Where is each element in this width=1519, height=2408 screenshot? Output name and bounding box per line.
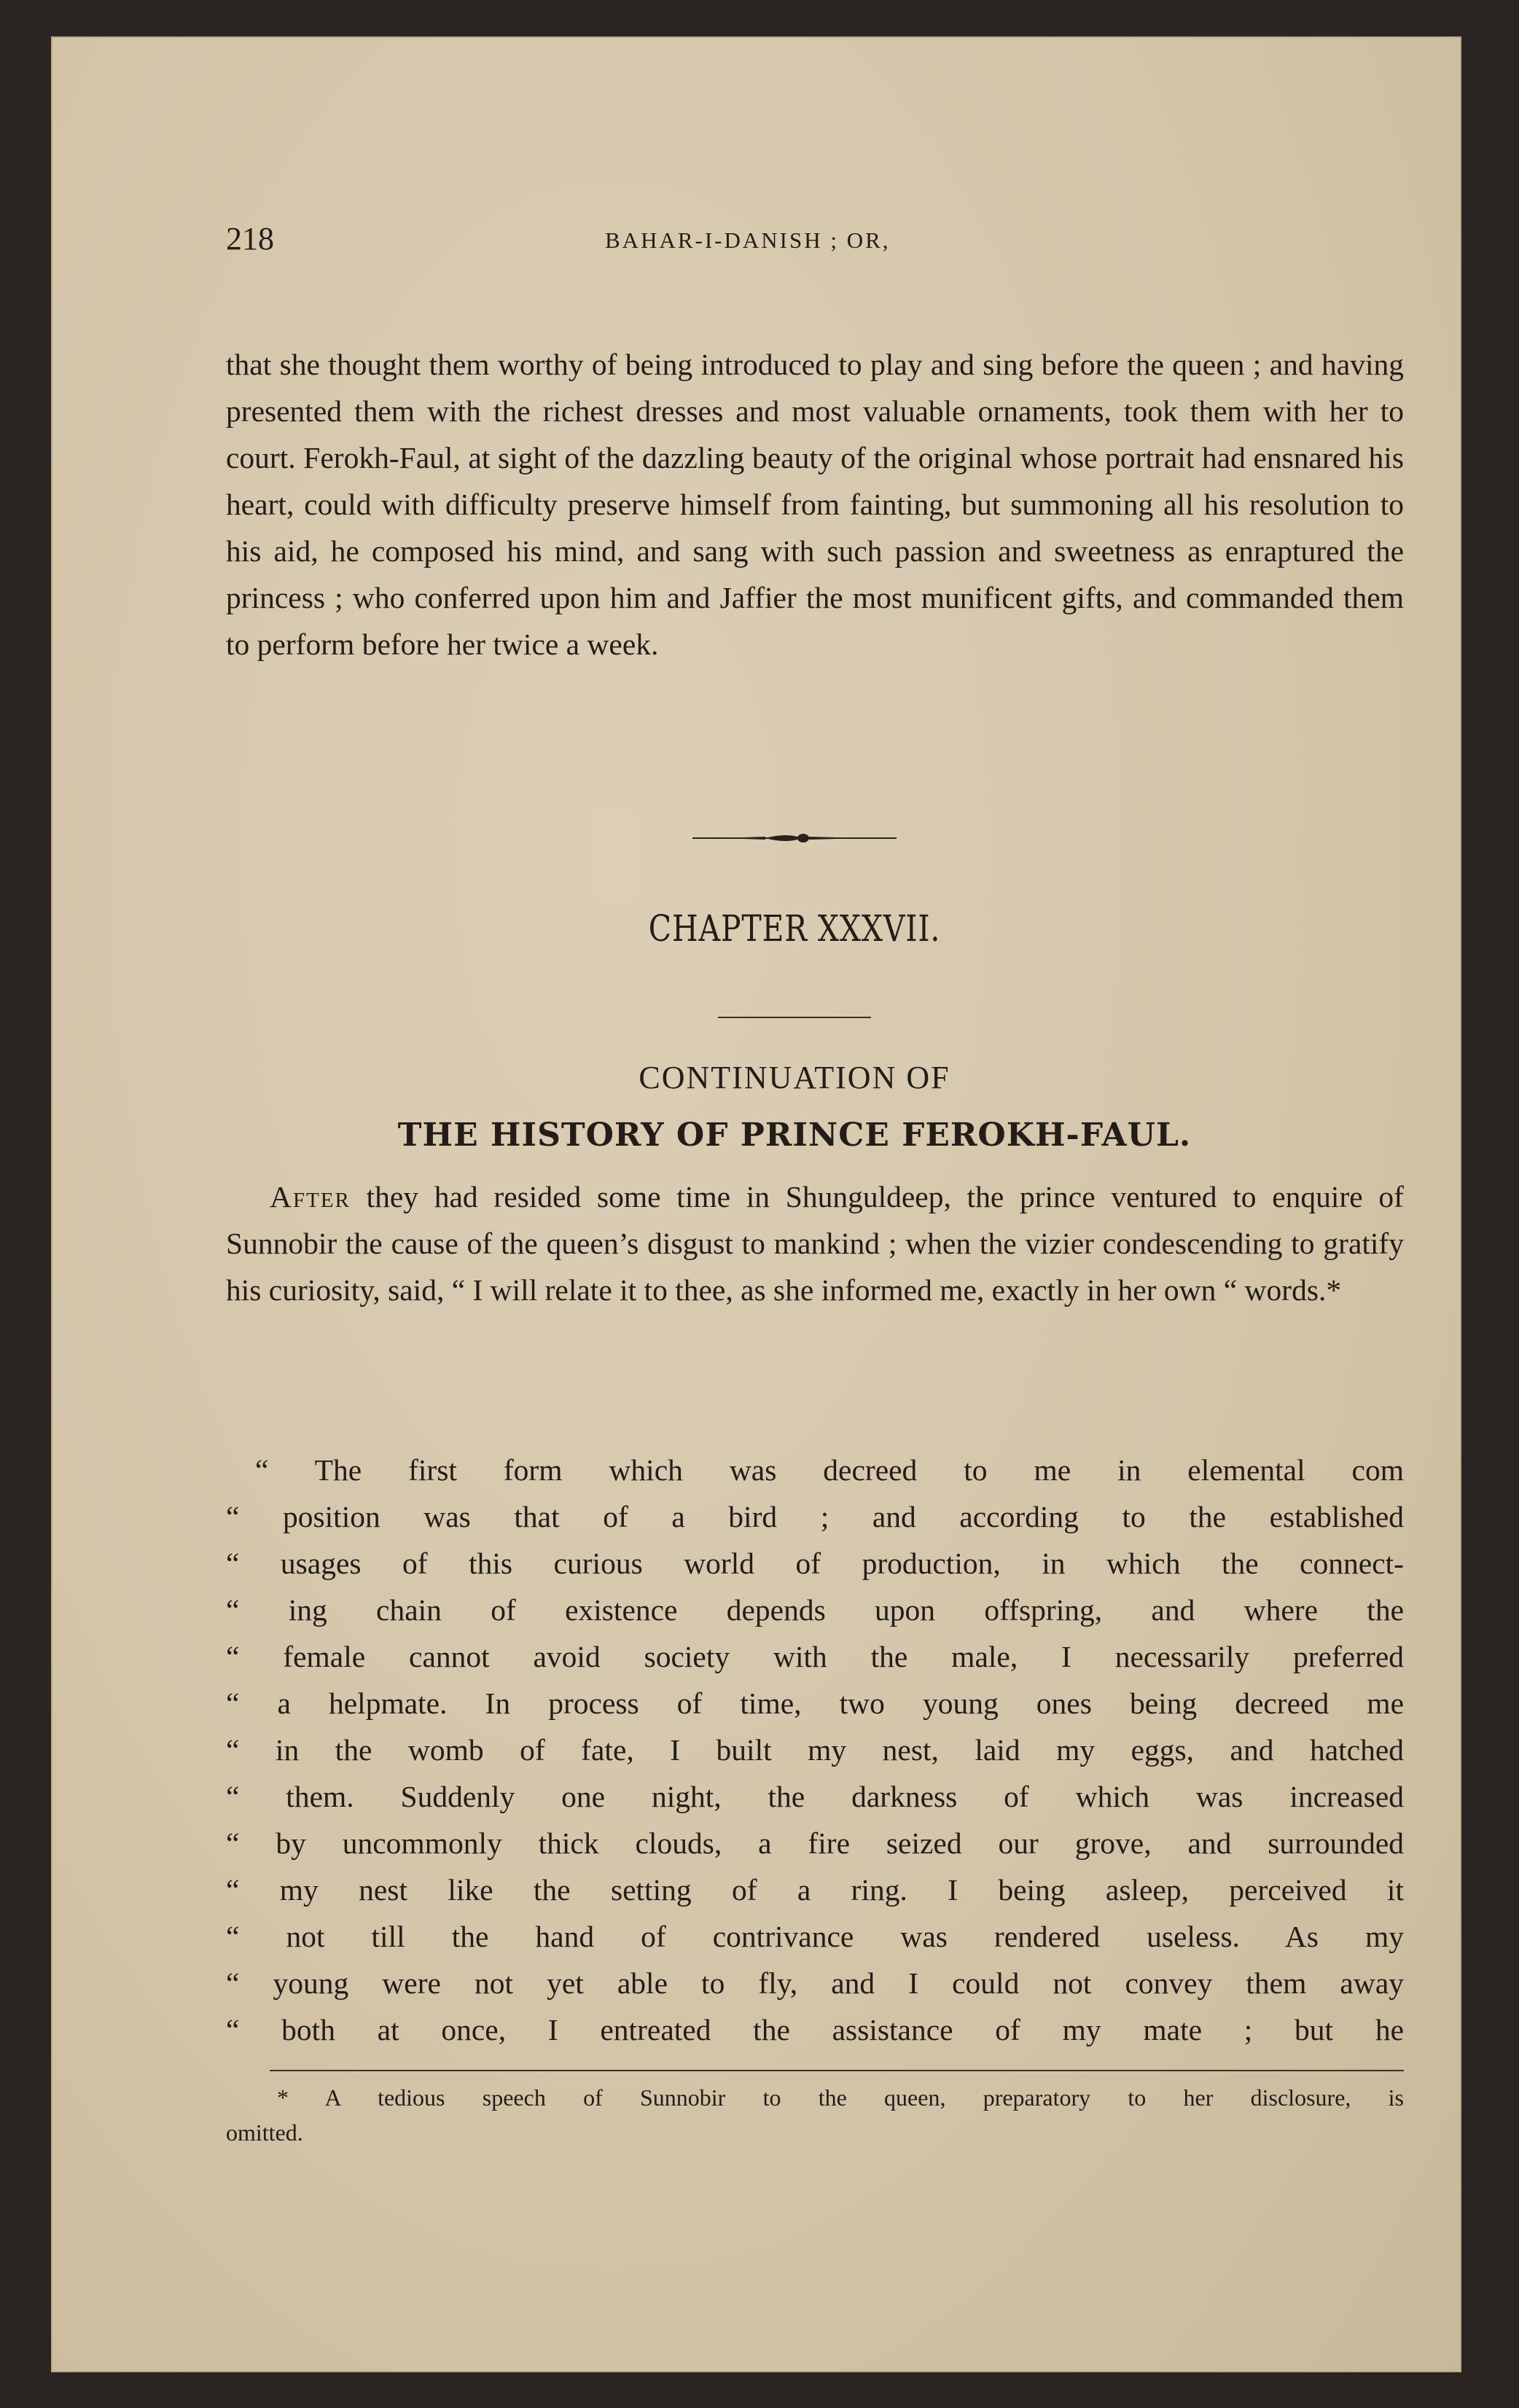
quote-line: “ position was that of a bird ; and according to the established — [226, 1500, 1404, 1533]
footnote-rule — [270, 2070, 1404, 2071]
footnote-line-1: * A tedious speech of Sunnobir to the queen, preparatory to her disclosure, is — [277, 2084, 1404, 2111]
quote-line: “ both at once, I entreated the assistance of my mate ; but he — [226, 2013, 1404, 2047]
quote-line: “ The first form which was decreed to me in elemental com — [255, 1453, 1404, 1487]
quote-line: “ them. Suddenly one night, the darkness of which was increased — [226, 1780, 1404, 1813]
quote-line: “ ing chain of existence depends upon offspring, and where the — [226, 1593, 1404, 1627]
quote-line: “ usages of this curious world of production, in which the connect- — [226, 1547, 1404, 1580]
continuation-heading: CONTINUATION OF — [639, 1060, 950, 1095]
story-first-word: After — [270, 1180, 351, 1213]
page-header — [226, 220, 1407, 271]
quote-line: “ young were not yet able to fly, and I could not convey them away — [226, 1966, 1404, 2000]
book-page — [51, 36, 1461, 2372]
history-heading: THE HISTORY OF PRINCE FEROKH-FAUL. — [397, 1117, 1192, 1154]
footnote — [226, 2080, 1404, 2150]
story-text: they had resided some time in Shunguldeep, the prince ventured to enquire of Sunnobir the cause of the queen’s disgust to mankind ; when the vizier condescending to gratify his curiosity, said, “ I will relate it to thee, as she informed me, exactly in her own “ words.* — [226, 1180, 1404, 1307]
footnote-line-2: omitted. — [226, 2119, 303, 2146]
quote-line: “ a helpmate. In process of time, two young ones being decreed me — [226, 1686, 1404, 1720]
story-paragraph — [226, 1173, 1404, 1313]
quote-line: “ my nest like the setting of a ring. I being asleep, perceived it — [226, 1873, 1404, 1907]
quotation-block — [226, 1447, 1404, 2053]
paragraph-1: that she thought them worthy of being introduced to play and sing before the queen ; and having presented them with the richest dresses and most valuable ornaments, took them with her to court. Ferokh-Faul, at sight of the dazzling beauty of the original whose portrait had ensnared his heart, could with difficulty preserve himself from fainting, but summoning all his resolution to his aid, he composed his mind, and sang with such passion and sweetness as enraptured the princess ; who conferred upon him and Jaffier the most munificent gifts, and commanded them to perform before her twice a week. — [226, 348, 1404, 661]
divider-ornament — [692, 827, 897, 849]
quote-line: “ not till the hand of contrivance was rendered useless. As my — [226, 1920, 1404, 1953]
quote-line: “ in the womb of fate, I built my nest, laid my eggs, and hatched — [226, 1733, 1404, 1767]
heading-rule — [718, 1017, 871, 1018]
quote-line: “ by uncommonly thick clouds, a fire seized our grove, and surrounded — [226, 1826, 1404, 1860]
page-number: 218 — [226, 221, 274, 257]
quote-line: “ female cannot avoid society with the male, I necessarily preferred — [226, 1640, 1404, 1673]
chapter-heading: CHAPTER XXXVII. — [648, 907, 941, 950]
running-head: BAHAR-I-DANISH ; OR, — [605, 227, 891, 253]
